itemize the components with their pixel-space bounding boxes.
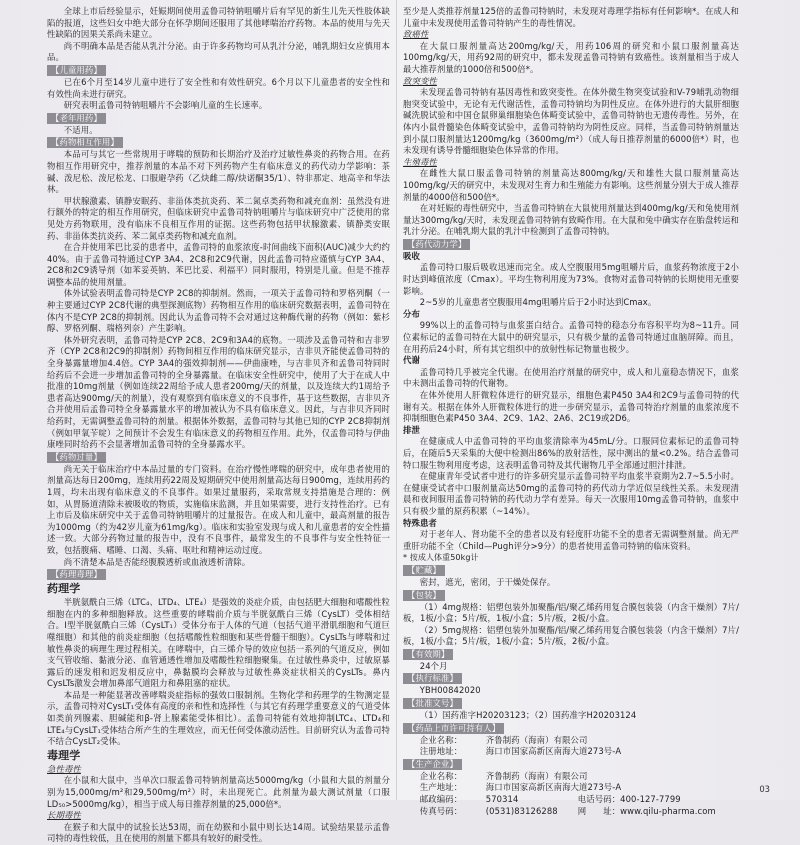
distribution-heading: 分布 (403, 308, 420, 319)
storage-heading: 【贮藏】 (403, 565, 445, 576)
pharmacology-title: 药理学 (47, 582, 81, 596)
mah-row (403, 735, 739, 747)
chronic-toxicity-paragraph: 在猴子和大鼠中的试验长达53周，而在幼猴和小鼠中则长达14周。试验结果显示孟鲁司特的毒性较低，且在使用的剂量下都具有较好的耐受性。 (47, 821, 390, 844)
manufacturer-label: 传真号码： (419, 805, 463, 816)
absorption-paragraph: 孟鲁司特口服后吸收迅速而完全。成人空腹服用5mg咀嚼片后，血浆药物浓度于2小时达到峰值浓度（Cmax）。平均生物利用度为73%。食物对孟鲁司特钠的长期使用无重要影响。 (403, 262, 739, 296)
carcinogenicity-paragraph: 在大鼠口服剂量高达200mg/kg/天，用药106周的研究和小鼠口服剂量高达100mg/kg/天，用药92周的研究中，都未发现孟鲁司特钠有致癌性。该剂量相当于成人最大推荐剂量的1000倍和500倍*。 (403, 40, 739, 74)
manufacturer-value: 齐鲁制药（海南）有限公司 (485, 770, 588, 781)
carcinogenicity-heading: 致癌性 (403, 29, 429, 40)
overdose-paragraph: 尚不清楚本品是否能经腹膜透析或血液透析清除。 (63, 556, 251, 567)
acute-toxicity-heading: 急性毒性 (47, 763, 81, 774)
mah-label: 企业名称： (419, 734, 463, 745)
standard-heading: 【执行标准】 (403, 673, 462, 684)
manufacturer-value: 海口市国家高新区南海大道273号-A (485, 782, 622, 793)
phone-value: 400-127-7799 (620, 794, 681, 805)
metabolism-paragraph: 在体外使用人肝微粒体进行的研究显示，细胞色素P450 3A4和2C9与孟鲁司特的代谢有关。根据在体外人肝微粒体进行的进一步研究显示，孟鲁司特治疗剂量的血浆浓度不抑制细胞色素P450 3A4、2C9、1A2、2A6、2C19或2D6。 (403, 390, 739, 424)
reproductive-paragraph: 在雌性大鼠口服孟鲁司特钠的剂量高达800mg/kg/天和雄性大鼠口服剂量高达100mg/kg/天的研究中，未发现对生育力和生殖能力有影响。这些剂量分别大于成人推荐剂量的4000倍和500倍*。 (403, 168, 739, 202)
mah-value: 齐鲁制药（海南）有限公司 (485, 734, 588, 745)
distribution-paragraph: 99%以上的孟鲁司特与血浆蛋白结合。孟鲁司特的稳态分布容积平均为8~11升。同位素标记的孟鲁司特在大鼠中的研究显示，只有极少量的孟鲁司特通过血脑屏障。而且，在用药后24小时，所有其它组织中的放射性标记物量也极少。 (403, 320, 739, 354)
interactions-paragraph: 体外试验表明孟鲁司特是CYP 2C8的抑制剂。然而，一项关于孟鲁司特和罗格列酮（一种主要通过CYP 2C8代谢的典型探测底物）药物相互作用的临床研究数据表明，孟鲁司特在体内不是CYP 2C8的抑制剂。因此认为孟鲁司特不会对通过这种酶代谢的药物（例如：紫杉醇、罗格列酮、瑞格列奈）产生影响。 (47, 288, 390, 334)
column-divider (396, 0, 397, 800)
special-populations-paragraph: 对于老年人、肾功能不全的患者以及有轻度肝功能不全的患者无需调整剂量。尚无严重肝功能不全（Child—Pugh评分>9分）的患者使用孟鲁司特钠的临床资料。 (403, 529, 739, 551)
storage-text: 密封，遮光，密闭，于干燥处保存。 (419, 576, 556, 587)
overdose-paragraph: 尚无关于临床治疗中本品过量的专门资料。在治疗慢性哮喘的研究中，成年患者使用的剂量高达每日200mg，连续用药22周及短期研究中使用剂量高达每日900mg，连续用药约1周，均未出现有临床意义的不良事件。如果过量服药，采取常规支持措施是合理的：例如，从胃肠道清除未被吸收的物质，实施临床监测，并且如果需要，进行支持性治疗。已有上市后及临床研究中关于孟鲁司特钠咀嚼片的过量报告。在成人和儿童中，最高剂量的报告为1000mg（约为42岁儿童为61mg/kg）。临床和实验室发现与成人和儿童患者的安全性描述一致。大部分药物过量的报告中，没有不良事件，最常发生的不良事件与安全性特征一致，包括腹痛、嗜睡、口渴、头痛、呕吐和精神运动过度。 (47, 463, 390, 555)
interactions-paragraph: 在合并使用苯巴比妥的患者中，孟鲁司特的血浆浓度-时间曲线下面积(AUC)减少大约约40%。由于孟鲁司特通过CYP 3A4、2C8和2C9代谢，因此孟鲁司特应谨慎与CYP 3A4、2C8和2C9诱导剂（如苯妥英钠、苯巴比妥、利福平）同时服用，特别是儿童。但是不推荐调整本品的使用剂量。 (47, 242, 390, 287)
pediatric-heading: 【儿童用药】 (47, 65, 106, 76)
mah-label: 注册地址： (419, 746, 463, 757)
postal-code: 570314 (485, 794, 519, 805)
reproductive-paragraph: 在对妊娠的毒性研究中，当孟鲁司特钠在大鼠使用剂量达到400mg/kg/天和兔使用剂量达300mg/kg/天时，未发现孟鲁司特钠有致畸作用。在大鼠和兔中确实存在胎盘转运和乳汁分泌。在哺乳期大鼠的乳汁中检测到了孟鲁司特钠。 (403, 203, 739, 237)
packaging-item: （1）4mg规格：铝塑包装外加聚酯/铝/聚乙烯药用复合膜包装袋（内含干燥剂）7片/板，1板/小盒；5片/板，1板/小盒；5片/板，2板/小盒。 (403, 601, 739, 624)
left-column (47, 6, 390, 844)
manufacturer-row (403, 794, 739, 806)
website-value: www.qilu-pharma.com (620, 805, 716, 816)
manufacturer-label: 邮政编码： (419, 794, 463, 805)
excretion-paragraph: 在健康青年受试者中进行的许多研究显示孟鲁司特平均血浆半衰期为2.7~5.5小时。在健康受试者中口服剂量高达50mg的孟鲁司特的药代动力学近似呈线性关系。未发现清晨和夜间服用孟鲁司特钠的药代动力学有差异。每天一次服用10mg孟鲁司特钠，血浆中只有极少量的原药积累（~14%）。 (403, 471, 739, 516)
pharmacology-paragraph: 本品是一种能显著改善哮喘炎症指标的强效口服制剂。生物化学和药理学的生物测定显示，孟鲁司特对CysLT₁受体有高度的亲和性和选择性（与其它有药理学重要意义的气道受体如类前列腺素、胆碱能和β-肾上腺素能受体相比）。孟鲁司特能有效地抑制LTC₄、LTD₄和LTE₄与CysLT₁受体结合所产生的生理效应，而无任何受体激动活性。目前研究认为孟鲁司特不结合CysLT₂受体。 (47, 689, 390, 747)
reproductive-toxicity-heading: 生殖毒性 (403, 156, 437, 167)
toxicology-title: 毒理学 (47, 748, 81, 762)
pharmacology-heading: 【药理毒理】 (47, 569, 106, 580)
elderly-paragraph: 不适用。 (63, 124, 98, 135)
metabolism-paragraph: 孟鲁司特几乎被完全代谢。在使用治疗剂量的研究中，成人和儿童稳态情况下，血浆中未测出孟鲁司特的代谢物。 (403, 366, 739, 389)
manufacturer-label: 生产地址： (419, 782, 463, 793)
manufacturer-label: 企业名称： (419, 770, 463, 781)
acute-toxicity-paragraph: 在小鼠和大鼠中，当单次口服孟鲁司特钠剂量高达5000mg/kg（小鼠和大鼠的剂量分别为15,000mg/m²和29,500mg/m²）时，未出现死亡。此剂量为最大测试剂量（口服LD₅₀>5000mg/kg），相当于成人每日推荐剂量的25,000倍*。 (47, 775, 390, 809)
approval-heading: 【批准文号】 (403, 698, 462, 709)
shelf-life-heading: 【有效期】 (403, 649, 453, 660)
standard-text: YBH00842020 (419, 685, 481, 696)
interactions-heading: 【药物相互作用】 (47, 137, 123, 148)
right-column (403, 6, 739, 816)
website-label: 网 址： (577, 805, 621, 816)
excretion-paragraph: 在健康成人中孟鲁司特的平均血浆清除率为45mL/分。口服同位素标记的孟鲁司特后，在随后5天采集的大便中检测出86%的放射活性，尿中测出的量<0.2%。结合孟鲁司特口服生物利用度考虑，这表明孟鲁司特及其代谢物几乎全部通过胆汁排泄。 (403, 436, 739, 470)
mah-row (403, 746, 739, 758)
packaging-heading: 【包装】 (403, 590, 445, 601)
fax-value: (0531)83126288 (485, 805, 558, 816)
interactions-paragraph: 本品可与其它一些常规用于哮喘的预防和长期治疗及治疗过敏性鼻炎的药物合用。在药物相互作用研究中，推荐剂量的本品不对下列药物产生有临床意义的药代动力学影响：茶碱、泼尼松、泼尼松龙、口服避孕药（乙炔雌二醇/炔诺酮35/1）、特非那定、地高辛和华法林。 (47, 149, 390, 195)
phone-label: 电话号码： (577, 794, 621, 805)
interactions-paragraph: 体外研究表明，孟鲁司特是CYP 2C8、2C9和3A4的底物。一项涉及孟鲁司特和吉非罗齐（CYP 2C8和2C9的抑制剂）药物间相互作用的临床研究显示，吉非贝齐能使孟鲁司特的全身暴露量增加4.4倍。CYP 3A4的强效抑制剂——伊曲康唑，与吉非贝齐和孟鲁司特同时给药后不会进一步增加孟鲁司特的全身暴露量。在临床安全性研究中，使用了大于在成人中批准的10mg剂量（例如连续22周给予成人患者200mg/天的剂量，以及连续大约1周给予患者高达900mg/天的剂量），没有观察到有临床意义的不良事件，基于这些数据，吉非贝齐合并使用后孟鲁司特全身暴露量水平的增加被认为不具有临床意义。因此，与吉非贝齐同时给药时，无需调整孟鲁司特的剂量。根据体外数据，孟鲁司特与其他已知的CYP 2C8抑制剂（例如甲氧苄啶）之间预计不会发生有临床意义的药物相互作用。此外，仅孟鲁司特与伊曲康唑同时给药不会显著增加孟鲁司特的全身暴露水平。 (47, 334, 390, 450)
interactions-paragraph: 甲状腺激素、镇静安眠药、非甾体类抗炎药、苯二氮卓类药物和减充血剂：虽然没有进行额外的特定的相互作用研究，但临床研究中孟鲁司特钠咀嚼片与临床研究中广泛使用的常见处方药物联用，没有临床不良相互作用的证据。这些药物包括甲状腺激素、镇静类安眠药、非甾体类抗炎药、苯二氮卓类药物和减充血剂。 (47, 195, 390, 241)
mutagenicity-paragraph: 未发现孟鲁司特钠有基因毒性和致突变性。在体外微生物突变试验和V-79哺乳动物细胞突变试验中，无论有无代谢活性，孟鲁司特钠均为阴性反应。在体外进行的大鼠肝细胞碱洗脱试验和中国仓鼠卵巢细胞染色体畸变试验中，孟鲁司特钠也无遗传毒性。另外，在体内小鼠骨髓染色体畸变试验中，孟鲁司特钠均为阴性反应。同样，当孟鲁司特钠剂量达到小鼠口服剂量达1200mg/kg（3600mg/m²）（成人每日推荐剂量的6000倍*）时，也未发现有诱导骨髓细胞染色体异常的作用。 (403, 87, 739, 156)
pharmacokinetics-heading: 【药代动力学】 (403, 239, 470, 250)
metabolism-heading: 代谢 (403, 355, 420, 366)
intro-paragraph: 全球上市后经验显示，妊娠期间使用孟鲁司特钠咀嚼片后有罕见的新生儿先天性肢体缺陷的报道，这些妇女中绝大部分在怀孕期间还服用了其他哮喘治疗药物。本品的使用与先天性缺陷的因果关系尚未建立。 (47, 6, 390, 40)
continuation-paragraph: 至少是人类推荐剂量125倍的孟鲁司特钠时，未发现对毒理学指标有任何影响*。在成人和儿童中未发现使用孟鲁司特钠产生的毒性情况。 (403, 6, 739, 28)
mah-value: 海口市国家高新区南海大道273号-A (485, 746, 622, 757)
manufacturer-row (403, 806, 739, 818)
packaging-item: （2）5mg规格：铝塑包装外加聚酯/铝/聚乙烯药用复合膜包装袋（内含干燥剂）7片/板，1板/小盒；5片/板，1板/小盒；5片/板，2板/小盒。 (403, 624, 739, 647)
page-number: 03 (759, 784, 770, 794)
shelf-life-text: 24个月 (419, 660, 448, 671)
footnote: * 按成人体重50kg计 (403, 553, 479, 563)
excretion-heading: 排泄 (403, 424, 420, 435)
pediatric-paragraph: 已在6个月至14岁儿童中进行了安全性和有效性研究。6个月以下儿童患者的安全性和有效性尚未进行研究。 (47, 76, 390, 99)
pharmacology-paragraph: 半胱氨酰白三烯（LTC₄、LTD₄、LTE₄）是强效的炎症介质，由包括肥大细胞和嗜酸性粒细胞在内的多种细胞释放。这些重要的哮喘前介质与半胱氨酰白三烯（CysLT）受体相结合。Ⅰ型半胱氨酰白三烯（CysLT₁）受体分布于人体的气道（包括气道平滑肌细胞和气道巨噬细胞）和其他的前炎症细胞（包括嗜酸性粒细胞和某些骨髓干细胞）。CysLTs与哮喘和过敏性鼻炎的病理生理过程相关。在哮喘中，白三烯介导的效应包括一系列的气道反应，例如支气管收缩、黏液分泌、血管通透性增加及嗜酸性粒细胞聚集。在过敏性鼻炎中，过敏原暴露后的速发相和迟发相反应中，鼻黏膜均会释放与过敏性鼻炎症状相关的CysLTs。鼻内CysLTs激发会增加鼻部气道阻力和鼻阻塞的症状。 (47, 597, 390, 689)
manufacturer-heading: 【生产企业】 (403, 759, 462, 770)
elderly-heading: 【老年用药】 (47, 113, 106, 124)
manufacturer-row (403, 782, 739, 794)
intro-paragraph: 尚不明确本品是否能从乳汁分泌。由于许多药物均可从乳汁分泌，哺乳期妇女应慎用本品。 (47, 40, 390, 63)
manufacturer-row (403, 771, 739, 783)
pediatric-paragraph: 研究表明孟鲁司特钠咀嚼片不会影响儿童的生长速率。 (63, 100, 268, 111)
chronic-toxicity-heading: 长期毒性 (47, 810, 81, 821)
approval-text: （1）国药准字H20203123；（2）国药准字H20203124 (419, 710, 637, 721)
mutagenicity-heading: 致突变性 (403, 75, 437, 86)
overdose-heading: 【药物过量】 (47, 452, 106, 463)
absorption-heading: 吸收 (403, 250, 420, 261)
absorption-paragraph: 2~5岁的儿童患者空腹服用4mg咀嚼片后于2小时达到Cmax。 (419, 297, 657, 308)
mah-heading: 【药品上市许可持有人】 (403, 723, 504, 734)
special-populations-heading: 特殊患者 (403, 517, 437, 528)
